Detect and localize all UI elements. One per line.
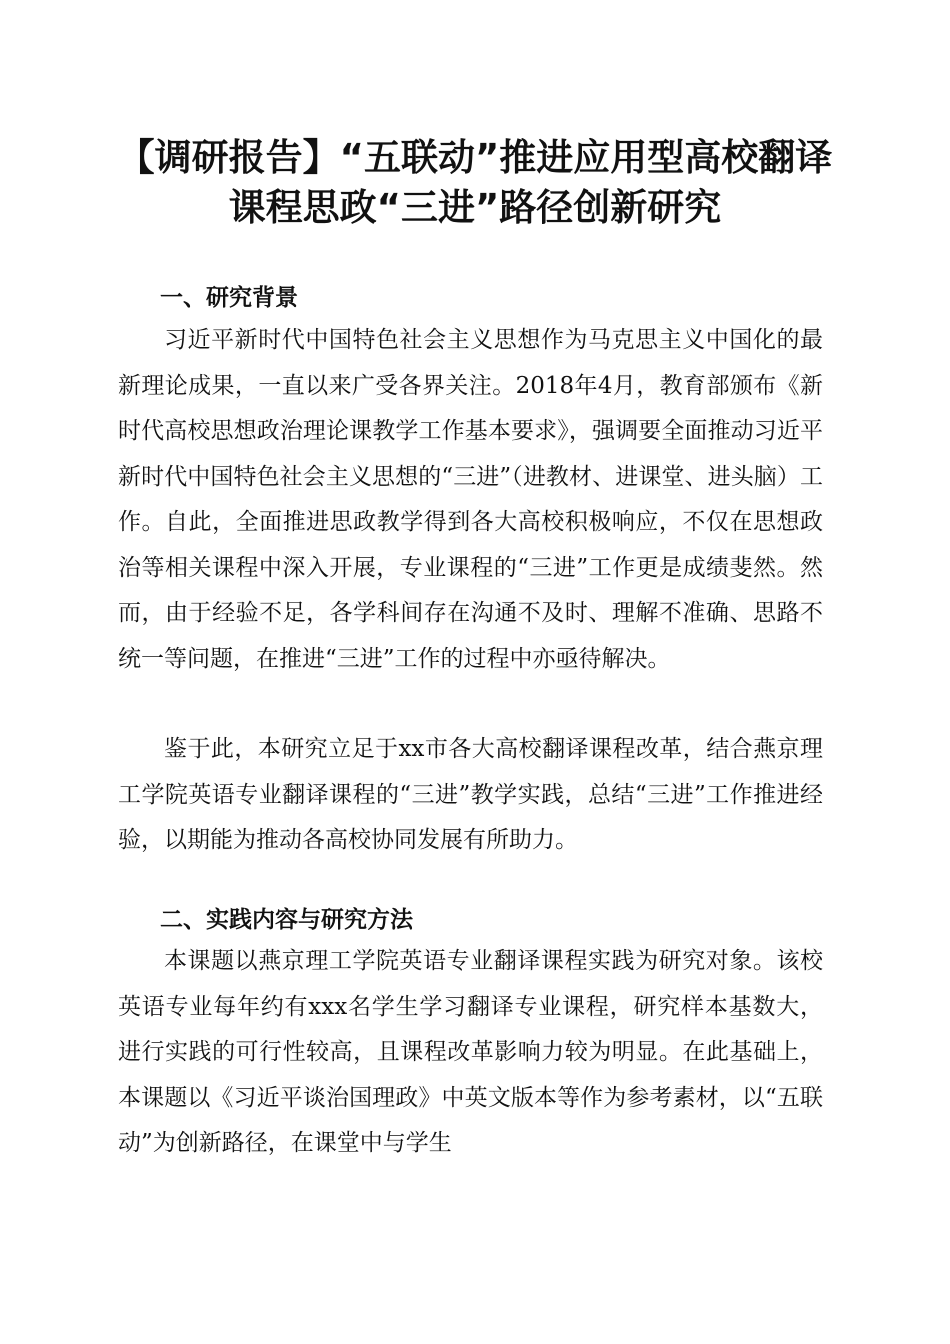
- paragraph-methods-1: 本课题以燕京理工学院英语专业翻译课程实践为研究对象。该校英语专业每年约有xxx名学生学习翻译专业课程，研究样本基数大，进行实践的可行性较高，且课程改革影响力较为明显。在此基础上，本课题以《习近平谈治国理政》中英文版本等作为参考素材，以“五联动”为创新路径，在课堂中与学生: [118, 948, 823, 1156]
- section-heading-methods: 二、实践内容与研究方法: [160, 907, 413, 933]
- paragraph-background-2: 鉴于此，本研究立足于xx市各大高校翻译课程改革，结合燕京理工学院英语专业翻译课程的“三进”教学实践，总结“三进”工作推进经验，以期能为推动各高校协同发展有所助力。: [118, 736, 823, 853]
- document-title-line-1: 【调研报告】“五联动”推进应用型高校翻译: [117, 136, 833, 179]
- document-title-line-2: 课程思政“三进”路径创新研究: [228, 186, 722, 229]
- section-heading-background: 一、研究背景: [160, 285, 298, 311]
- paragraph-background-1: 习近平新时代中国特色社会主义思想作为马克思主义中国化的最新理论成果，一直以来广受各界关注。2018年4月，教育部颁布《新时代高校思想政治理论课教学工作基本要求》，强调要全面推动习近平新时代中国特色社会主义思想的“三进”（进教材、进课堂、进头脑）工作。自此，全面推进思政教学得到各大高校积极响应，不仅在思想政治等相关课程中深入开展，专业课程的“三进”工作更是成绩斐然。然而，由于经验不足，各学科间存在沟通不及时、理解不准确、思路不统一等问题，在推进“三进”工作的过程中亦亟待解决。: [118, 327, 823, 672]
